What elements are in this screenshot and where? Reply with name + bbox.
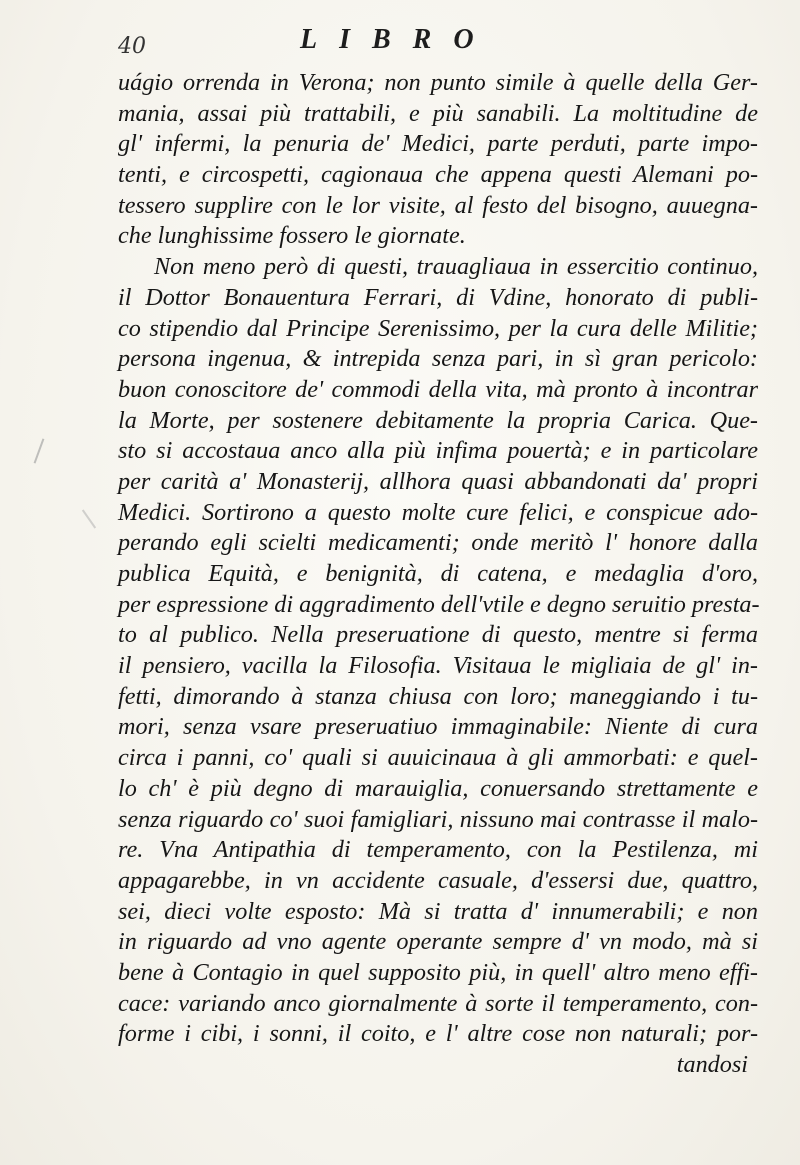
- text-line: forme i cibi, i sonni, il coito, e l' altre cose non naturali; por-: [118, 1020, 758, 1048]
- margin-pen-mark: [82, 509, 96, 528]
- margin-pen-mark: [34, 438, 45, 463]
- text-line: mori, senza vsare preseruatiuo immaginabile: Niente di cura: [118, 713, 758, 741]
- body-text: [118, 68, 758, 1081]
- text-line: fetti, dimorando à stanza chiusa con loro; maneggiando i tu-: [118, 682, 758, 710]
- text-line: buon conoscitore de' commodi della vita, mà pronto à incontrar: [118, 375, 758, 403]
- text-line: per espressione di aggradimento dell'vtile e degno seruitio presta-: [118, 590, 760, 618]
- text-line: gl' infermi, la penuria de' Medici, parte perduti, parte impo-: [118, 130, 758, 158]
- page-header: [0, 24, 800, 64]
- text-line: per carità a' Monasterij, allhora quasi abbandonati da' propri: [118, 467, 758, 495]
- text-line: sto si accostaua anco alla più infima pouertà; e in particolare: [118, 437, 758, 465]
- text-line: lo ch' è più degno di marauiglia, conuersando strettamente e: [118, 774, 758, 802]
- text-line: la Morte, per sostenere debitamente la propria Carica. Que-: [118, 406, 758, 434]
- text-line: publica Equità, e benignità, di catena, e medaglia d'oro,: [118, 560, 758, 587]
- text-line: che lunghissime fossero le giornate.: [118, 222, 466, 250]
- text-line: re. Vna Antipathia di temperamento, con la Pestilenza, mi: [118, 836, 758, 864]
- text-line: persona ingenua, & intrepida senza pari, in sì gran pericolo:: [118, 345, 758, 373]
- text-line: uágio orrenda in Verona; non punto simile à quelle della Ger-: [118, 69, 758, 96]
- text-line: perando egli scielti medicamenti; onde meritò l' honore dalla: [118, 529, 758, 557]
- text-line: to al publico. Nella preseruatione di questo, mentre si ferma: [118, 621, 758, 649]
- text-line: circa i panni, co' quali si auuicinaua à gli ammorbati: e quel-: [118, 744, 758, 772]
- page-number: 40: [118, 34, 146, 59]
- text-line: Non meno però di questi, trauagliaua in essercitio continuo,: [154, 253, 758, 281]
- text-line: appagarebbe, in vn accidente casuale, d'essersi due, quattro,: [118, 866, 758, 894]
- running-head: LIBRO: [300, 24, 496, 55]
- text-line: bene à Contagio in quel supposito più, in quell' altro meno effi-: [118, 958, 758, 986]
- text-line: senza riguardo co' suoi famigliari, nissuno mai contrasse il malo-: [118, 805, 758, 833]
- catchword: tandosi: [676, 1051, 748, 1078]
- text-line: sei, dieci volte esposto: Mà si tratta d' innumerabili; e non: [118, 897, 758, 925]
- text-line: tessero supplire con le lor visite, al festo del bisogno, auuegna-: [118, 191, 758, 219]
- text-line: il pensiero, vacilla la Filosofia. Visitaua le migliaia de gl' in-: [118, 652, 758, 680]
- text-line: Medici. Sortirono a questo molte cure felici, e conspicue ado-: [118, 498, 758, 526]
- text-line: in riguardo ad vno agente operante sempre d' vn modo, mà si: [118, 928, 758, 956]
- text-line: co stipendio dal Principe Serenissimo, per la cura delle Militie;: [118, 314, 758, 342]
- text-line: il Dottor Bonauentura Ferrari, di Vdine, honorato di publi-: [118, 283, 758, 311]
- text-line: tenti, e circospetti, cagionaua che appena questi Alemani po-: [118, 161, 758, 189]
- text-line: cace: variando anco giornalmente à sorte il temperamento, con-: [118, 989, 758, 1017]
- text-line: mania, assai più trattabili, e più sanabili. La moltitudine de: [118, 99, 758, 127]
